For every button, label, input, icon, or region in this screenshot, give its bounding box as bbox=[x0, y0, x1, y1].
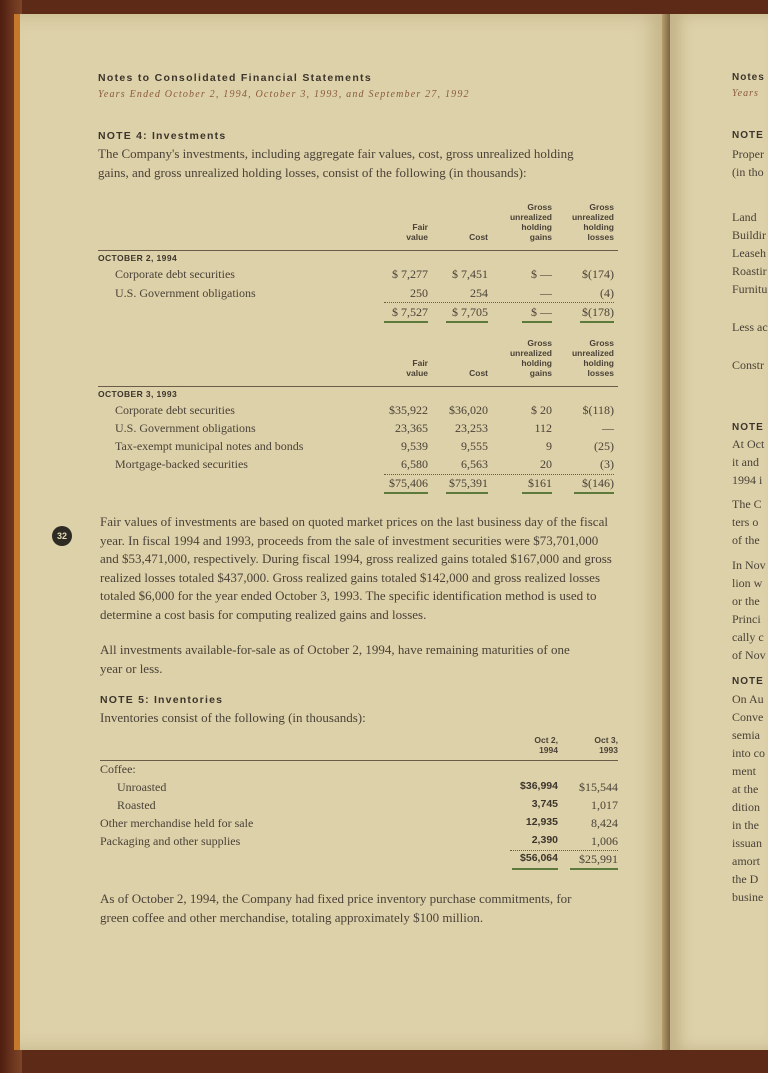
page-edge bbox=[14, 14, 20, 1050]
col-oct-1994: Oct 2, 1994 bbox=[534, 735, 558, 755]
next-page-line: NOTE bbox=[732, 422, 764, 433]
next-page-line: into co bbox=[732, 746, 765, 760]
fair-value: $ 7,277 bbox=[392, 267, 428, 281]
note4-paragraph-1: Fair values of investments are based on quoted market prices on the last business day of the fiscal year. In fiscal 1994 and 1993, proceeds from the sale of investment securities were $73,701,000 and $53,471,000, respectively. During fiscal 1994, gross realized gains totaled $167,000 and gross realized losses totaled $437,000. Gross realized gains totaled $142,000 and gross realized losses totaled $6,000 for the year ended October 3, 1993. The specific identification method is used to determine a cost basis for computing realized gains and losses. bbox=[100, 514, 612, 622]
table1-top-rule bbox=[98, 250, 618, 251]
next-page-line: NOTE bbox=[732, 130, 764, 141]
row-label: Unroasted bbox=[117, 780, 167, 794]
next-page-line: At Oct bbox=[732, 437, 765, 451]
next-page-line: it and bbox=[732, 455, 759, 469]
next-page-line: busine bbox=[732, 890, 764, 904]
col-fair-value: Fair value bbox=[406, 358, 428, 378]
next-page-line: amort bbox=[732, 854, 760, 868]
subtotal-rule bbox=[384, 302, 614, 303]
next-page-line: Proper bbox=[732, 147, 764, 161]
next-page-line: at the bbox=[732, 782, 759, 796]
value-1994: $36,994 bbox=[520, 780, 558, 792]
cost-total: $ 7,705 bbox=[452, 305, 488, 319]
cost-value: $ 7,451 bbox=[452, 267, 488, 281]
row-label: Roasted bbox=[117, 798, 156, 812]
cost-value: 9,555 bbox=[461, 439, 488, 453]
losses-total: $(146) bbox=[582, 476, 614, 490]
col-gross-losses: Gross unrealized holding losses bbox=[571, 202, 614, 242]
next-page-title: Notes bbox=[732, 72, 765, 83]
row-label: Mortgage-backed securities bbox=[115, 457, 248, 471]
next-page-subtitle: Years bbox=[732, 88, 759, 99]
gains-value: $ — bbox=[531, 267, 552, 281]
note4-title: NOTE 4: Investments bbox=[98, 130, 227, 142]
page-subtitle: Years Ended October 2, 1994, October 3, 1993, and September 27, 1992 bbox=[98, 89, 470, 100]
total-underline bbox=[522, 321, 552, 323]
next-page-line: or the bbox=[732, 594, 760, 608]
row-label: Other merchandise held for sale bbox=[100, 816, 254, 830]
losses-value: — bbox=[602, 421, 614, 435]
next-page-line: issuan bbox=[732, 836, 762, 850]
next-page-line: in the bbox=[732, 818, 759, 832]
next-page-line: NOTE bbox=[732, 676, 764, 687]
total-underline bbox=[384, 321, 428, 323]
cost-value: 6,563 bbox=[461, 457, 488, 471]
next-page-line: dition bbox=[732, 800, 761, 814]
col-gross-losses: Gross unrealized holding losses bbox=[571, 338, 614, 378]
total-underline bbox=[580, 321, 614, 323]
next-page-line: On Au bbox=[732, 692, 764, 706]
gains-value: — bbox=[540, 286, 552, 300]
subtotal-rule bbox=[510, 850, 618, 851]
col-gross-gains: Gross unrealized holding gains bbox=[509, 338, 552, 378]
cost-value: $36,020 bbox=[449, 403, 488, 417]
total-underline bbox=[446, 321, 488, 323]
total-underline bbox=[574, 492, 614, 494]
col-gross-gains: Gross unrealized holding gains bbox=[509, 202, 552, 242]
gains-total: $ — bbox=[531, 305, 552, 319]
book-gutter bbox=[662, 14, 670, 1050]
value-1994: 2,390 bbox=[531, 834, 558, 846]
cost-total: $75,391 bbox=[449, 476, 488, 490]
page-number-badge: 32 bbox=[52, 526, 72, 546]
next-page-line: The C bbox=[732, 497, 762, 511]
cost-value: 23,253 bbox=[455, 421, 488, 435]
total-underline bbox=[446, 492, 488, 494]
value-1993: $15,544 bbox=[579, 780, 618, 794]
next-page-line: the D bbox=[732, 872, 759, 886]
losses-value: (25) bbox=[594, 439, 614, 453]
next-page-line: 1994 i bbox=[732, 473, 763, 487]
gains-value: 112 bbox=[534, 421, 552, 435]
fair-value: 250 bbox=[410, 286, 428, 300]
row-label: U.S. Government obligations bbox=[115, 286, 256, 300]
next-page-line: cally c bbox=[732, 630, 764, 644]
row-label: Packaging and other supplies bbox=[100, 834, 241, 848]
note5-intro: Inventories consist of the following (in thousands): bbox=[100, 710, 366, 725]
next-page-line: lion w bbox=[732, 576, 763, 590]
value-1994: 3,745 bbox=[531, 798, 558, 810]
next-page-line: of the bbox=[732, 533, 760, 547]
table1-period: OCTOBER 2, 1994 bbox=[98, 253, 178, 263]
next-page-line: Land bbox=[732, 210, 757, 224]
total-1994: $56,064 bbox=[520, 852, 558, 864]
losses-value: (3) bbox=[600, 457, 614, 471]
value-1993: 1,017 bbox=[591, 798, 618, 812]
coffee-group-label: Coffee: bbox=[100, 762, 136, 776]
next-page-line: ment bbox=[732, 764, 756, 778]
note4-paragraph-2: All investments available-for-sale as of October 2, 1994, have remaining maturities of one year or less. bbox=[100, 642, 570, 676]
col-oct-1993: Oct 3, 1993 bbox=[594, 735, 618, 755]
next-page-line: of Nov bbox=[732, 648, 766, 662]
gains-total: $161 bbox=[528, 476, 552, 490]
losses-total: $(178) bbox=[582, 305, 614, 319]
total-underline bbox=[512, 868, 558, 870]
table2-top-rule bbox=[98, 386, 618, 387]
fair-value: 6,580 bbox=[401, 457, 428, 471]
next-page-line: Conve bbox=[732, 710, 764, 724]
next-page-line: (in tho bbox=[732, 165, 764, 179]
row-label: Corporate debt securities bbox=[115, 267, 235, 281]
row-label: Corporate debt securities bbox=[115, 403, 235, 417]
next-page-line: ters o bbox=[732, 515, 759, 529]
next-page-line: semia bbox=[732, 728, 760, 742]
total-1993: $25,991 bbox=[579, 852, 618, 866]
fair-value: $35,922 bbox=[389, 403, 428, 417]
cost-value: 254 bbox=[470, 286, 488, 300]
next-page-line: Less ac bbox=[732, 320, 768, 334]
losses-value: $(174) bbox=[582, 267, 614, 281]
losses-value: $(118) bbox=[582, 403, 614, 417]
next-page-line: Furnitu bbox=[732, 282, 768, 296]
row-label: U.S. Government obligations bbox=[115, 421, 256, 435]
row-label: Tax-exempt municipal notes and bonds bbox=[115, 439, 304, 453]
total-underline bbox=[570, 868, 618, 870]
fair-total: $75,406 bbox=[389, 476, 428, 490]
fair-value: 23,365 bbox=[395, 421, 428, 435]
subtotal-rule bbox=[384, 474, 614, 475]
losses-value: (4) bbox=[600, 286, 614, 300]
note4-intro: The Company's investments, including aggregate fair values, cost, gross unrealized holding gains, and gross unrealized holding losses, consist of the following (in thousands): bbox=[98, 146, 574, 180]
total-underline bbox=[522, 492, 552, 494]
next-page-line: Buildir bbox=[732, 228, 767, 242]
inventory-top-rule bbox=[100, 760, 618, 761]
note5-title: NOTE 5: Inventories bbox=[100, 694, 224, 706]
table2-period: OCTOBER 3, 1993 bbox=[98, 389, 178, 399]
gains-value: $ 20 bbox=[531, 403, 552, 417]
next-page-line: Constr bbox=[732, 358, 765, 372]
next-page-line: Roastir bbox=[732, 264, 767, 278]
note5-footnote: As of October 2, 1994, the Company had fixed price inventory purchase commitments, for green coffee and other merchandise, totaling approximately $100 million. bbox=[100, 891, 572, 925]
page-title: Notes to Consolidated Financial Statements bbox=[98, 72, 372, 84]
col-cost: Cost bbox=[469, 368, 488, 378]
value-1994: 12,935 bbox=[525, 816, 558, 828]
next-page-line: Princi bbox=[732, 612, 761, 626]
next-page-line: Leaseh bbox=[732, 246, 766, 260]
gains-value: 9 bbox=[546, 439, 552, 453]
value-1993: 8,424 bbox=[591, 816, 618, 830]
col-cost: Cost bbox=[469, 232, 488, 242]
fair-value: 9,539 bbox=[401, 439, 428, 453]
total-underline bbox=[384, 492, 428, 494]
col-fair-value: Fair value bbox=[406, 222, 428, 242]
fair-total: $ 7,527 bbox=[392, 305, 428, 319]
value-1993: 1,006 bbox=[591, 834, 618, 848]
gains-value: 20 bbox=[540, 457, 552, 471]
next-page-line: In Nov bbox=[732, 558, 766, 572]
